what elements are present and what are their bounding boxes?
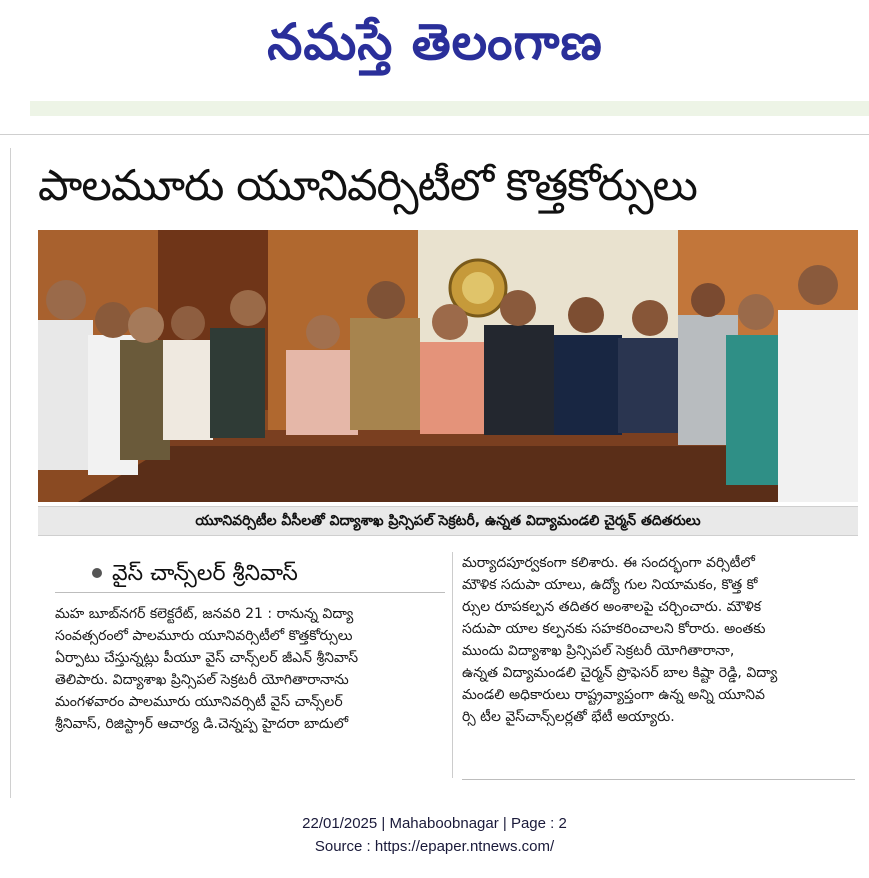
body-line: మర్యాదపూర్వకంగా కలిశారు. ఈ సందర్భంగా వర్సిటీలో	[462, 555, 755, 571]
body-line: మంగళవారం పాలమూరు యూనివర్సిటీ వైస్ చాన్స్‌లర్	[55, 694, 343, 710]
photo-caption: యూనివర్సిటీల వీసీలతో విద్యాశాఖ ప్రిన్సిపల్ సెక్రటరీ, ఉన్నత విద్యామండలి చైర్మన్ తదితరులు	[38, 506, 858, 536]
subhead-text: వైస్ చాన్స్‌లర్ శ్రీనివాస్	[112, 561, 298, 586]
top-divider	[0, 134, 869, 135]
body-line: సదుపా యాల కల్పనకు సహకరించాలని కోరారు. అంతకు	[462, 621, 766, 637]
body-line: శ్రీనివాస్, రిజిస్ట్రార్ ఆచార్య డి.చెన్నప్ప హైదరా బాదులో	[55, 716, 349, 732]
column-divider	[452, 552, 453, 778]
article-end-rule	[462, 779, 855, 780]
article-headline: పాలమూరు యూనివర్సిటీలో కొత్తకోర్సులు	[38, 161, 697, 211]
body-line: తెలిపారు. విద్యాశాఖ ప్రిన్సిపల్ సెక్రటరీ యోగితారానాను	[55, 672, 349, 688]
footer-source: Source : https://epaper.ntnews.com/	[314, 838, 555, 855]
subhead-divider	[55, 592, 445, 593]
body-line: మహ బూబ్‌నగర్ కలెక్టరేట్, జనవరి 21 : రానున్న విద్యా	[55, 606, 354, 622]
body-line: ర్సుల రూపకల్పన తదితర అంశాలపై చర్చించారు. మౌళిక	[462, 599, 762, 615]
meeting-photo-image	[38, 230, 858, 502]
body-line: ర్సి టీల వైస్‌చాన్స్‌లర్లతో భేటీ అయ్యారు.	[462, 709, 675, 725]
body-line: ముందు విద్యాశాఖ ప్రిన్సిపల్ సెక్రటరీ యోగితారానా,	[462, 643, 735, 659]
body-line: ఉన్నత విద్యామండలి చైర్మన్ ప్రొఫెసర్ బాల కిష్టా రెడ్డి, విద్యా	[462, 665, 778, 681]
article-body-left	[55, 603, 445, 735]
article-subhead	[112, 556, 472, 592]
masthead-band	[30, 101, 869, 116]
body-line: ఏర్పాటు చేస్తున్నట్లు పీయూ వైస్ చాన్స్‌లర్ జీఎన్ శ్రీనివాస్	[55, 650, 359, 666]
bullet-icon	[92, 568, 102, 578]
article-body-right	[462, 552, 860, 728]
body-line: మౌళిక సదుపా యాలు, ఉద్యో గుల నియామకం, కొత్త కో	[462, 577, 758, 593]
left-margin-rule	[10, 148, 11, 798]
body-line: సంవత్సరంలో పాలమూరు యూనివర్సిటీలో కొత్తకోర్సులు	[55, 628, 353, 644]
footer-date-edition: 22/01/2025 | Mahaboobnagar | Page : 2	[302, 815, 567, 832]
masthead-title: నమస్తే తెలంగాణ	[267, 13, 603, 71]
body-line: మండలి అధికారులు రాష్ట్రవ్యాప్తంగా ఉన్న అన్ని యూనివ	[462, 687, 765, 703]
article-photo	[38, 230, 858, 502]
